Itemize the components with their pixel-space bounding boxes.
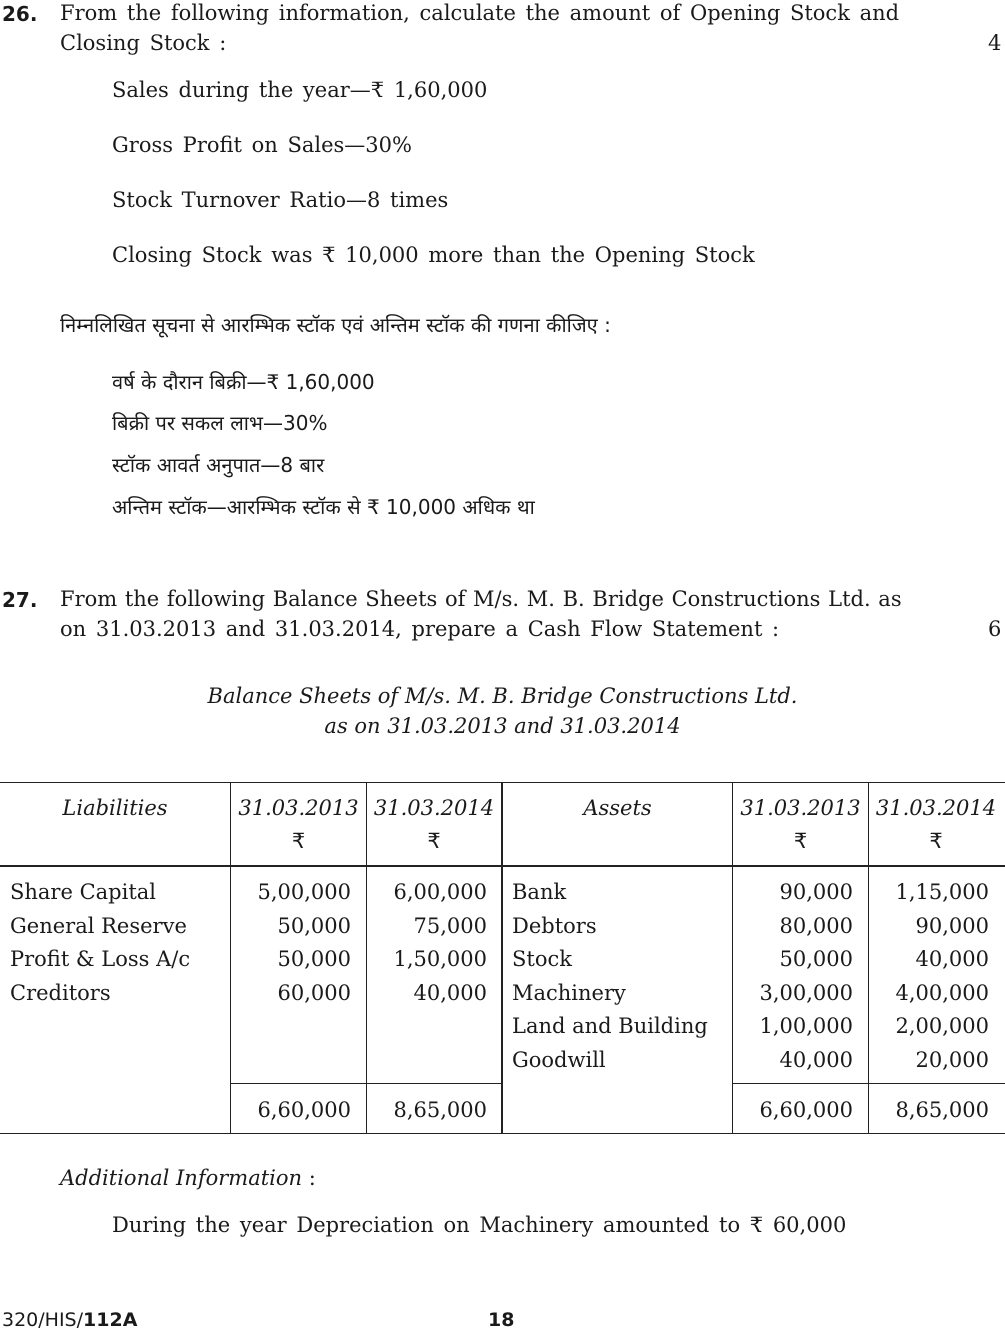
header-liab-date-2013: 31.03.2013 (238, 796, 359, 820)
col-divider-center (501, 782, 503, 1134)
asset-2014: 2,00,000 (895, 1014, 989, 1038)
q26-item-closing-stock: Closing Stock was ₹ 10,000 more than the Opening Stock (112, 243, 755, 267)
liability-name: General Reserve (10, 914, 187, 938)
asset-2013: 90,000 (779, 880, 853, 904)
question-27-text-line2: on 31.03.2013 and 31.03.2014, prepare a Cash Flow Statement : (60, 617, 780, 641)
header-liab-rupee-2014: ₹ (427, 829, 441, 853)
liability-2014: 1,50,000 (393, 947, 487, 971)
balance-sheet-caption-line1: Balance Sheets of M/s. M. B. Bridge Constructions Ltd. (207, 684, 798, 708)
additional-info-text: During the year Depreciation on Machinery amounted to ₹ 60,000 (112, 1213, 847, 1237)
additional-info-label: Additional Information (60, 1166, 303, 1190)
question-26-marks: 4 (988, 31, 1002, 55)
asset-name: Machinery (512, 981, 626, 1005)
q26-item-gross-profit: Gross Profit on Sales—30% (112, 133, 412, 157)
liability-name: Profit & Loss A/c (10, 947, 191, 971)
header-asset-rupee-2014: ₹ (929, 829, 943, 853)
balance-sheet-caption-line2: as on 31.03.2013 and 31.03.2014 (324, 714, 681, 738)
header-liab-rupee-2013: ₹ (291, 829, 306, 853)
question-27-marks: 6 (988, 617, 1002, 641)
liability-name: Creditors (10, 981, 111, 1005)
liabilities-total-2014: 8,65,000 (393, 1098, 487, 1122)
liability-2013: 50,000 (277, 947, 351, 971)
additional-info-heading (60, 1166, 316, 1190)
q26-item-stock-turnover: Stock Turnover Ratio—8 times (112, 188, 449, 212)
header-asset-rupee-2013: ₹ (793, 829, 808, 853)
additional-info-colon: : (308, 1166, 316, 1190)
asset-name: Stock (512, 947, 572, 971)
paper-code-prefix: 320/HIS/ (2, 1309, 84, 1331)
header-asset-date-2013: 31.03.2013 (740, 796, 861, 820)
asset-2014: 40,000 (915, 947, 989, 971)
asset-2013: 3,00,000 (759, 981, 853, 1005)
header-liabilities: Liabilities (62, 796, 168, 820)
header-liab-date-2014: 31.03.2014 (373, 796, 495, 820)
liability-2014: 75,000 (413, 914, 487, 938)
liability-2013: 50,000 (277, 914, 351, 938)
asset-2014: 90,000 (915, 914, 989, 938)
asset-2013: 1,00,000 (759, 1014, 853, 1038)
asset-2013: 50,000 (779, 947, 853, 971)
question-26-number: 26. (2, 2, 38, 26)
liability-2013: 60,000 (277, 981, 351, 1005)
q26-item-sales: Sales during the year—₹ 1,60,000 (112, 78, 488, 102)
liability-name: Share Capital (10, 880, 156, 904)
liability-2014: 6,00,000 (393, 880, 487, 904)
q26-hindi-item-closing-stock: अन्तिम स्टॉक—आरम्भिक स्टॉक से ₹ 10,000 अधिक था (112, 495, 535, 519)
asset-2014: 1,15,000 (895, 880, 989, 904)
liability-2014: 40,000 (413, 981, 487, 1005)
paper-code (2, 1309, 137, 1331)
q26-hindi-item-sales: वर्ष के दौरान बिक्री—₹ 1,60,000 (112, 370, 375, 394)
assets-total-2013: 6,60,000 (759, 1098, 853, 1122)
question-27-text-line1: From the following Balance Sheets of M/s. M. B. Bridge Constructions Ltd. as (60, 587, 902, 611)
asset-2014: 20,000 (915, 1048, 989, 1072)
asset-name: Debtors (512, 914, 597, 938)
header-assets: Assets (583, 796, 652, 820)
liabilities-total-2013: 6,60,000 (257, 1098, 351, 1122)
question-26-text-line1: From the following information, calculate the amount of Opening Stock and (60, 1, 900, 25)
liability-2013: 5,00,000 (257, 880, 351, 904)
balance-sheet-table (0, 782, 1005, 1134)
q26-hindi-item-gross-profit: बिक्री पर सकल लाभ—30% (112, 411, 328, 435)
header-asset-date-2014: 31.03.2014 (875, 796, 997, 820)
question-27-number: 27. (2, 588, 38, 612)
assets-total-2014: 8,65,000 (895, 1098, 989, 1122)
asset-2014: 4,00,000 (895, 981, 989, 1005)
paper-code-bold: 112A (83, 1309, 138, 1331)
q26-hindi-heading: निम्नलिखित सूचना से आरम्भिक स्टॉक एवं अन्तिम स्टॉक की गणना कीजिए : (60, 313, 611, 337)
q26-hindi-item-stock-turnover: स्टॉक आवर्त अनुपात—8 बार (112, 453, 325, 477)
asset-name: Bank (512, 880, 567, 904)
page-number: 18 (488, 1309, 515, 1331)
asset-name: Goodwill (512, 1048, 606, 1072)
asset-2013: 40,000 (779, 1048, 853, 1072)
question-26-text-line2: Closing Stock : (60, 31, 227, 55)
asset-2013: 80,000 (779, 914, 853, 938)
asset-name: Land and Building (512, 1014, 708, 1038)
